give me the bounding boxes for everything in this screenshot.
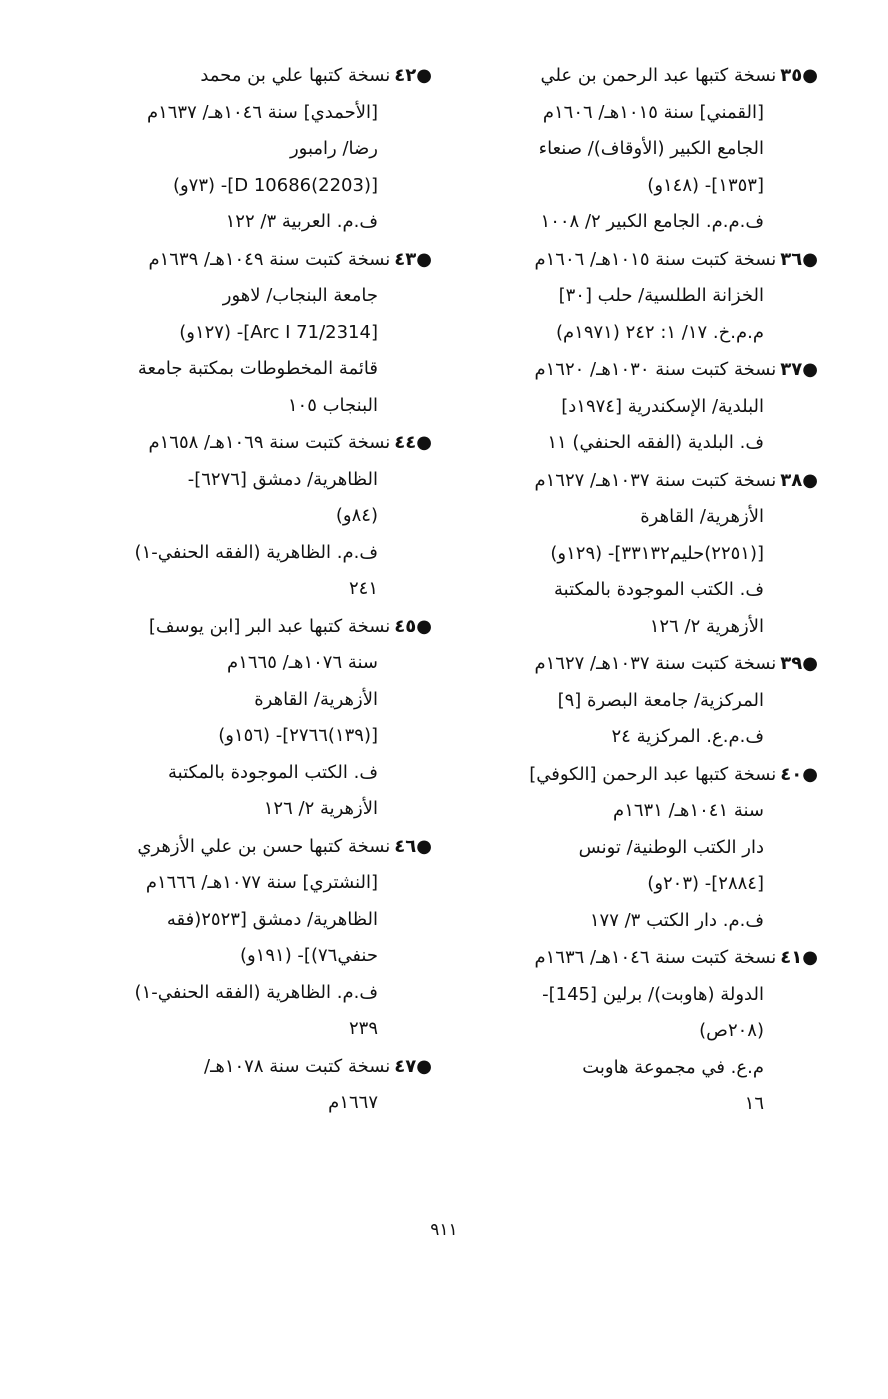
entry-line: [القمني] سنة ١٠١٥هـ/ ١٦٠٦م xyxy=(542,101,764,123)
entry-line: [(٢٢٥١)حليم٣٣١٣٢]- (١٢٩و) xyxy=(550,542,764,564)
entry-line: [D 10686(2203)]- (٧٣و) xyxy=(172,174,378,196)
entry-line: نسخة كتبها عبد الرحمن بن علي xyxy=(540,65,777,86)
entry-line: نسخة كتبت سنة ١٠٣٧هـ/ ١٦٢٧م xyxy=(534,653,777,674)
entry-line: المركزية/ جامعة البصرة [٩] xyxy=(557,689,764,711)
entry-line: قائمة المخطوطات بمكتبة جامعة xyxy=(137,358,378,379)
entry-line: [النشتري] سنة ١٠٧٧هـ/ ١٦٦٦م xyxy=(145,872,378,893)
entry-number: ●٣٨ xyxy=(780,469,818,491)
entry-line: ف.م. دار الكتب ٣/ ١٧٧ xyxy=(589,909,764,931)
entry-40 xyxy=(468,757,818,940)
entry-line: الظاهرية/ دمشق [٢٥٢٣(فقه xyxy=(166,908,378,930)
entry-46 xyxy=(84,829,432,1048)
page-number: ٩١١ xyxy=(430,1220,458,1240)
entry-line: ف.م.م. الجامع الكبير ٢/ ١٠٠٨ xyxy=(540,211,764,232)
entry-number: ●٤٢ xyxy=(394,65,432,86)
entry-number: ●٤٤ xyxy=(394,432,432,453)
entry-line: الظاهرية/ دمشق [٦٢٧٦]- xyxy=(187,468,378,490)
entry-line: نسخة كتبها عبد الرحمن [الكوفي] xyxy=(529,763,777,785)
entry-line: ف. البلدية (الفقه الحنفي) ١١ xyxy=(547,432,764,453)
entry-line: دار الكتب الوطنية/ تونس xyxy=(578,836,764,858)
entry-number: ●٣٥ xyxy=(780,65,818,86)
entry-line: نسخة كتبت سنة ١٠٦٩هـ/ ١٦٥٨م xyxy=(148,432,391,453)
entry-number: ●٣٧ xyxy=(780,359,818,380)
entry-44 xyxy=(84,425,432,608)
entry-line: الأزهرية/ القاهرة xyxy=(254,688,378,710)
entry-line: الخزانة الطلسية/ حلب [٣٠] xyxy=(558,285,764,306)
entry-line: ٢٣٩ xyxy=(348,1018,378,1039)
entry-line: نسخة كتبت سنة ١٠٤٩هـ/ ١٦٣٩م xyxy=(148,248,391,270)
entry-35 xyxy=(468,58,818,241)
entry-42 xyxy=(84,58,432,241)
entry-line: البلدية/ الإسكندرية [١٩٧٤د] xyxy=(561,395,764,417)
entry-number: ●٤٣ xyxy=(394,248,432,270)
entry-number: ●٤٥ xyxy=(394,615,432,637)
entry-number: ●٣٦ xyxy=(780,248,818,270)
entry-line: ف.م.ع. المركزية ٢٤ xyxy=(611,726,764,747)
entry-line: الجامع الكبير (الأوقاف)/ صنعاء xyxy=(538,138,764,159)
entry-47 xyxy=(84,1049,432,1122)
entry-line: [١٣٥٣]- (١٤٨و) xyxy=(647,174,764,196)
entry-line: ٢٤١ xyxy=(348,578,378,599)
entry-line: نسخة كتبها علي بن محمد xyxy=(200,65,391,86)
entry-line: ف.م. العربية ٣/ ١٢٢ xyxy=(225,211,378,232)
entry-line: ١٦٦٧م xyxy=(328,1092,378,1113)
entry-number: ●٤٦ xyxy=(394,835,432,857)
entry-line: م.م.خ. ١٧/ ١: ٢٤٢ (١٩٧١م) xyxy=(555,321,764,343)
entry-line: [الأحمدي] سنة ١٠٤٦هـ/ ١٦٣٧م xyxy=(146,101,378,123)
entry-number: ●٤٠ xyxy=(780,763,818,785)
entry-line: الأزهرية/ القاهرة xyxy=(640,506,764,527)
entry-line: نسخة كتبها حسن بن علي الأزهري xyxy=(137,835,391,857)
entry-line: (٢٠٨ص) xyxy=(699,1020,764,1041)
entry-line: ١٦ xyxy=(744,1093,764,1114)
entry-line: حنفي٧٦)]- (١٩١و) xyxy=(239,945,378,966)
entry-line: الأزهرية ٢/ ١٢٦ xyxy=(263,798,378,819)
entry-line: ف. الكتب الموجودة بالمكتبة xyxy=(168,761,378,783)
entry-line: رضا/ رامبور xyxy=(289,138,378,159)
entry-number: ●٤٧ xyxy=(394,1055,432,1077)
entry-line: [٢٨٨٤]- (٢٠٣و) xyxy=(647,873,764,894)
entry-line: نسخة كتبت سنة ١٠٣٧هـ/ ١٦٢٧م xyxy=(534,469,777,491)
entry-line: ف.م. الظاهرية (الفقه الحنفي-١) xyxy=(134,541,378,563)
entry-line: سنة ١٠٤١هـ/ ١٦٣١م xyxy=(613,800,764,821)
entry-number: ●٣٩ xyxy=(780,653,818,674)
entry-line: ف. الكتب الموجودة بالمكتبة xyxy=(554,579,764,600)
entry-line: ف.م. الظاهرية (الفقه الحنفي-١) xyxy=(134,981,378,1003)
entry-41 xyxy=(468,940,818,1123)
entry-36 xyxy=(468,242,818,352)
entry-line: الأزهرية ٢/ ١٢٦ xyxy=(649,615,764,637)
entry-line: [Arc I 71/2314]- (١٢٧و) xyxy=(179,321,378,343)
right-column xyxy=(468,58,818,1124)
entry-line: م.ع. في مجموعة هاوبت xyxy=(582,1056,764,1078)
entry-line: نسخة كتبها عبد البر [ابن يوسف] xyxy=(148,615,391,637)
entry-38 xyxy=(468,463,818,646)
entry-line: نسخة كتبت سنة ١٠٧٨هـ/ xyxy=(204,1055,391,1077)
entry-line: نسخة كتبت سنة ١٠١٥هـ/ ١٦٠٦م xyxy=(534,248,777,270)
entry-39 xyxy=(468,646,818,756)
entry-number: ●٤١ xyxy=(780,947,818,968)
entry-37 xyxy=(468,352,818,462)
entry-line: البنجاب ١٠٥ xyxy=(287,394,378,416)
entry-line: سنة ١٠٧٦هـ/ ١٦٦٥م xyxy=(227,652,378,673)
entry-line: [(١٣٩)٢٧٦٦]- (١٥٦و) xyxy=(218,725,378,746)
entry-line: جامعة البنجاب/ لاهور xyxy=(222,285,378,306)
entry-line: نسخة كتبت سنة ١٠٣٠هـ/ ١٦٢٠م xyxy=(534,359,777,380)
entry-43 xyxy=(84,242,432,425)
entry-45 xyxy=(84,609,432,828)
entry-line: نسخة كتبت سنة ١٠٤٦هـ/ ١٦٣٦م xyxy=(534,947,777,968)
entry-line: الدولة (هاوبت)/ برلين [145]- xyxy=(542,983,764,1005)
entry-line: (٨٤و) xyxy=(335,505,378,526)
left-column xyxy=(84,58,432,1123)
